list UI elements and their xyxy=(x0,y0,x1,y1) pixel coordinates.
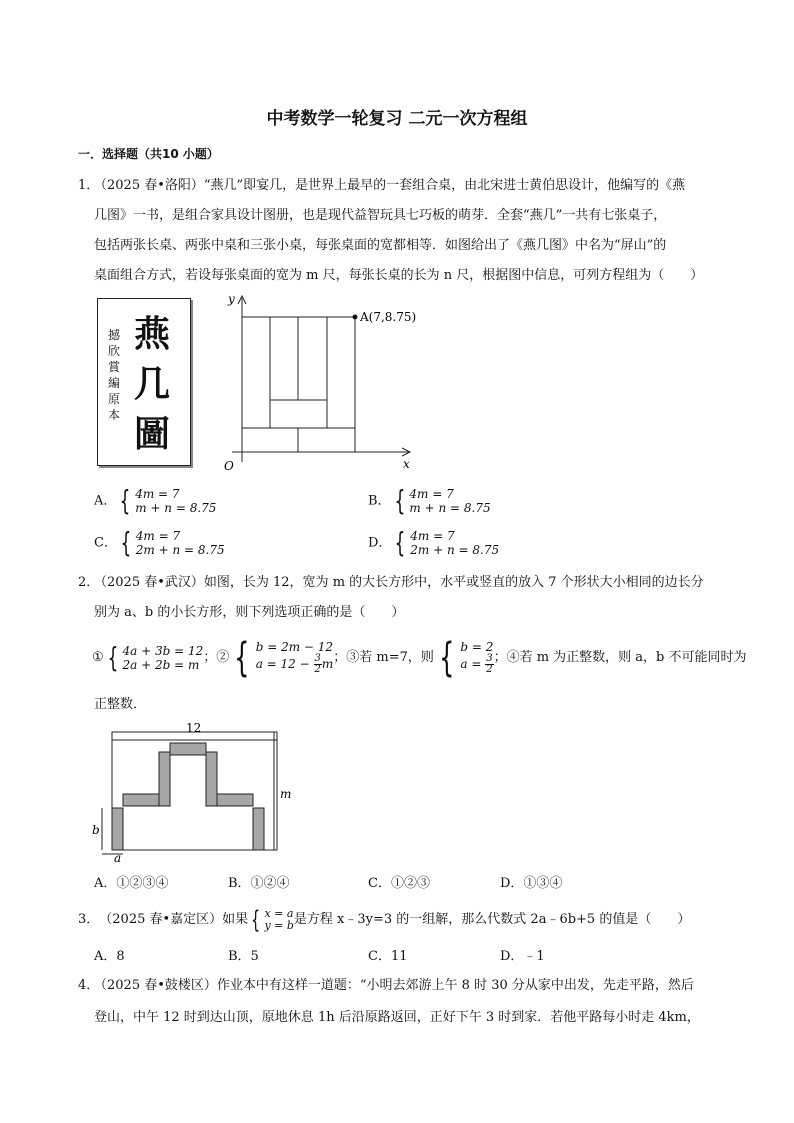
q4-line-2: 登山，中午 12 时到达山顶，原地休息 1h 后沿原路返回，正好下午 3 时到家．若他平路每小时走 4km， xyxy=(94,1010,700,1025)
statement-2-mark: ；② xyxy=(203,649,230,665)
statement-3-mark: ；③若 m=7，则 xyxy=(333,649,434,665)
book-char-2: 几 xyxy=(134,363,171,405)
q3-number: 3． xyxy=(78,912,100,927)
s2-eq-2a: a = 12 − xyxy=(255,657,314,671)
s2-eq-1: b = 2m − 12 xyxy=(255,640,334,654)
q3-option-a[interactable]: A．8 xyxy=(94,949,125,964)
fraction-numerator: 3 xyxy=(486,653,493,664)
s2-eq-2b: m xyxy=(321,657,334,671)
statement-4: ；④若 m 为正整数，则 a，b 不可能同时为 xyxy=(493,649,747,665)
small-rect xyxy=(253,808,264,850)
small-rect xyxy=(170,743,206,755)
q1-option-d[interactable]: D． { 4m = 7 2m + n = 8.75 xyxy=(368,526,500,559)
option-eq-2: 2m + n = 8.75 xyxy=(410,543,500,557)
y-label: y xyxy=(228,292,235,306)
q1-line-3: 包括两张长桌、两张中桌和三张小桌，每张桌面的宽都相等．如图给出了《燕几图》中名为“屏山”的 xyxy=(94,238,667,253)
width-label: 12 xyxy=(186,721,202,735)
fraction-denominator: 2 xyxy=(314,664,321,675)
q3-option-d[interactable]: D．﹣1 xyxy=(500,949,545,964)
book-char-1: 燕 xyxy=(134,313,171,355)
q2-line-2: 别为 a、b 的小长方形，则下列选项正确的是（ ） xyxy=(94,605,405,620)
point-a-label: A(7,8.75) xyxy=(360,310,417,324)
s1-eq-2: 2a + 2b = m xyxy=(122,657,200,672)
x-label: x xyxy=(403,457,410,471)
q3-option-b[interactable]: B．5 xyxy=(228,949,259,964)
option-eq-1: 4m = 7 xyxy=(410,529,455,543)
small-rect xyxy=(217,794,253,806)
q1-line-1: （2025 春•洛阳）“燕几”即宴几，是世界上最早的一套组合桌，由北宋进士黄伯思设计，他编写的《燕 xyxy=(94,178,686,193)
q2-option-a[interactable]: A．①②③④ xyxy=(94,876,169,891)
yanji-book-cover xyxy=(97,298,191,466)
option-label: D． xyxy=(368,535,392,551)
q3-pre: （2025 春•嘉定区）如果 xyxy=(99,912,249,927)
option-eq-1: 4m = 7 xyxy=(409,487,454,501)
origin-label: O xyxy=(224,459,234,473)
small-rect xyxy=(206,752,217,806)
option-eq-1: 4m = 7 xyxy=(135,529,181,543)
small-rect xyxy=(159,752,170,806)
page-title: 中考数学一轮复习 二元一次方程组 xyxy=(266,109,528,129)
point-a xyxy=(353,315,358,320)
option-label: A． xyxy=(94,493,117,509)
b-label: b xyxy=(92,823,100,837)
q3-eq-1: x = a xyxy=(264,907,294,920)
s1-eq-1: 4a + 3b = 12 xyxy=(122,643,204,658)
q1-option-b[interactable]: B． { 4m = 7 m + n = 8.75 xyxy=(368,484,491,517)
small-rect xyxy=(112,808,123,850)
s3-eq-2a: a = xyxy=(460,657,486,671)
q2-option-c[interactable]: C．①②③ xyxy=(368,876,430,891)
q3-post: 是方程 x﹣3y=3 的一组解，那么代数式 2a﹣6b+5 的值是（ ） xyxy=(293,912,691,927)
statement-1-mark: ① xyxy=(92,649,104,665)
q1-line-4: 桌面组合方式，若设每张桌面的宽为 m 尺，每张长桌的长为 n 尺，根据图中信息，可列方程组为（ ） xyxy=(94,268,704,283)
pingshan-figure xyxy=(220,290,420,475)
q3-line: 3． （2025 春•嘉定区）如果 { x = a y = b 是方程 x﹣3y=3 的一组解，那么代数式 2a﹣6b+5 的值是（ ） xyxy=(78,906,691,934)
option-label: B． xyxy=(368,493,391,509)
section-heading: 一．选择题（共10 小题） xyxy=(78,147,219,161)
height-label: m xyxy=(280,787,292,801)
q1-option-c[interactable]: C． { 4m = 7 2m + n = 8.75 xyxy=(94,526,225,559)
option-eq-2: m + n = 8.75 xyxy=(135,501,217,515)
q2-number: 2． xyxy=(78,575,100,590)
option-eq-1: 4m = 7 xyxy=(135,487,180,501)
q2-line-1: （2025 春•武汉）如图，长为 12，宽为 m 的大长方形中，水平或竖直的放入 7 个形状大小相同的边长分 xyxy=(94,575,704,590)
q4-number: 4． xyxy=(78,978,100,993)
a-label: a xyxy=(114,851,122,865)
q1-number: 1． xyxy=(78,178,100,193)
option-label: C． xyxy=(94,535,117,551)
fraction-numerator: 3 xyxy=(314,653,321,664)
q2-statements: ① { 4a + 3b = 12 2a + 2b = m ；② { b = 2m − 12 a = 12 − $\frac{3}{2}$ m ；③若 m=7，则 { b = 2 a = $\frac{3}{2}$ ；④若 m 为正整数，则 a，b 不可能同时为 xyxy=(92,634,747,681)
s3-eq-1: b = 2 xyxy=(460,640,494,654)
q2-line-4: 正整数． xyxy=(94,697,147,712)
fraction-denominator: 2 xyxy=(486,664,493,675)
book-char-3: 圖 xyxy=(134,413,171,455)
rectangle-figure xyxy=(90,716,300,866)
q4-line-1: （2025 春•鼓楼区）作业本中有这样一道题：“小明去郊游上午 8 时 30 分从家中出发，先走平路，然后 xyxy=(94,978,694,993)
option-eq-2: 2m + n = 8.75 xyxy=(135,543,225,557)
q3-option-c[interactable]: C．11 xyxy=(368,949,408,964)
book-side-text: 撼欣賞編原本 xyxy=(108,328,121,422)
option-eq-2: m + n = 8.75 xyxy=(409,501,491,515)
q1-option-a[interactable]: A． { 4m = 7 m + n = 8.75 xyxy=(94,484,217,517)
q3-eq-2: y = b xyxy=(264,919,294,932)
q2-option-d[interactable]: D．①③④ xyxy=(500,876,563,891)
q2-option-b[interactable]: B．①②④ xyxy=(228,876,290,891)
small-rect xyxy=(123,794,159,806)
q1-line-2: 几图》一书，是组合家具设计图册，也是现代益智玩具七巧板的萌芽．全套“燕几”一共有七张桌子， xyxy=(94,208,667,223)
